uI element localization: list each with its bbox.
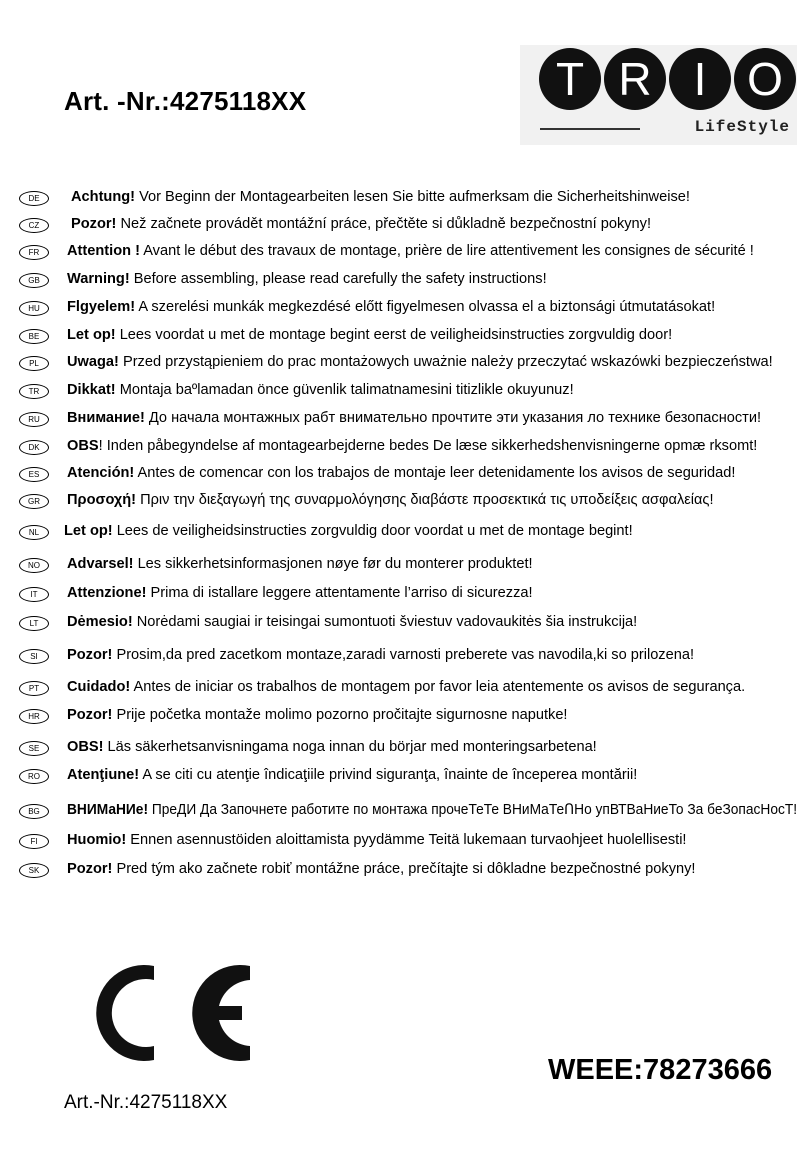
article-number-footer: Art.-Nr.:4275118XX <box>64 1092 228 1113</box>
warning-message: Montaja baºlamadan önce güvenlik talimatnamesini titizlikle okuyunuz! <box>115 382 574 398</box>
warning-text <box>67 677 745 697</box>
warning-text <box>67 241 754 261</box>
warning-message: Before assembling, please read carefully the safety instructions! <box>129 271 547 287</box>
warning-text <box>67 436 757 456</box>
warning-text <box>67 325 672 345</box>
warning-label: Atenţiune! <box>67 767 140 783</box>
warning-label: ВНИМаНИе! <box>67 802 149 818</box>
language-code-badge: RU <box>19 412 49 427</box>
warning-text <box>67 765 637 785</box>
article-number-title: Art. -Nr.:4275118XX <box>64 86 307 116</box>
language-code-badge: ES <box>19 467 49 482</box>
warning-row-lt <box>0 612 808 636</box>
warning-label: Achtung! <box>71 189 136 205</box>
warning-row-gr <box>0 490 808 514</box>
warning-text <box>67 490 714 510</box>
warning-row-gb <box>0 269 808 293</box>
logo-letter-i: I <box>693 53 707 105</box>
warning-text <box>67 859 695 879</box>
warning-message: Lees voordat u met de montage begint eerst de veiligheidsinstructies zorgvuldig door! <box>115 327 673 343</box>
warning-text <box>67 297 715 317</box>
logo-letter-r: R <box>618 53 652 105</box>
language-code-badge: FR <box>19 245 49 260</box>
warning-row-it <box>0 583 808 607</box>
warning-text <box>67 800 797 820</box>
warning-message: Norėdami saugiai ir teisingai sumontuoti šviestuv vadovaukitės šia instrukcija! <box>132 614 638 630</box>
warning-message: ПреДИ Да Започнете работите по монтажа прочеТеТе ВНиМаТеՈНо упВТВаНиеТо За беЗопасНосТ! <box>148 802 798 818</box>
language-code-badge: GB <box>19 273 49 288</box>
language-code-badge: HU <box>19 301 49 316</box>
warning-label: Pozor! <box>67 707 113 723</box>
ce-mark <box>82 958 262 1073</box>
warning-text <box>67 583 533 603</box>
language-code-badge: NO <box>19 558 49 573</box>
warning-row-ro <box>0 765 808 789</box>
trio-logo-graphic <box>520 45 797 145</box>
logo-letter-t: T <box>555 53 585 105</box>
warning-text <box>67 269 547 289</box>
ce-mark-icon <box>82 958 262 1068</box>
trio-lifestyle-logo <box>520 45 797 145</box>
warning-message: Lees de veiligheidsinstructies zorgvuldig door voordat u met de montage begint! <box>112 523 633 539</box>
warning-label: Pozor! <box>71 216 117 232</box>
language-code-badge: HR <box>19 709 49 724</box>
warning-message: Les sikkerhetsinformasjonen nøye før du monterer produktet! <box>133 556 533 572</box>
warning-text <box>67 352 773 372</box>
warning-label: Pozor! <box>67 861 113 877</box>
warning-message: Prima di istallare leggere attentamente l’arriso di sicurezza! <box>146 585 533 601</box>
warning-row-fr <box>0 241 808 265</box>
warning-row-es <box>0 463 808 487</box>
language-code-badge: CZ <box>19 218 49 233</box>
warning-text <box>64 521 633 541</box>
language-code-badge: BE <box>19 329 49 344</box>
warning-message: Antes de comencar con los trabajos de montaje leer detenidamente los avisos de seguridad! <box>134 465 736 481</box>
warning-row-tr <box>0 380 808 404</box>
warning-label: Dikkat! <box>67 382 116 398</box>
warning-row-dk <box>0 436 808 460</box>
warning-row-de <box>0 187 808 211</box>
language-code-badge: DE <box>19 191 49 206</box>
warning-message: Prije početka montaže molimo pozorno pročitajte sigurnosne naputke! <box>112 707 568 723</box>
warning-text <box>71 214 651 234</box>
language-code-badge: IT <box>19 587 49 602</box>
warning-message: A se citi cu atenţie îndicaţiile privind siguranţa, înainte de începerea montării! <box>139 767 638 783</box>
warning-label: Let op! <box>67 327 116 343</box>
language-code-badge: GR <box>19 494 49 509</box>
logo-tagline: LifeStyle <box>694 118 790 136</box>
language-code-badge: SE <box>19 741 49 756</box>
warning-row-ru <box>0 408 808 432</box>
warning-text <box>67 380 574 400</box>
warning-row-no <box>0 554 808 578</box>
warning-row-se <box>0 737 808 761</box>
warning-row-pl <box>0 352 808 376</box>
warning-label: Flgyelem! <box>67 299 136 315</box>
warning-label: Warning! <box>67 271 130 287</box>
warning-label: Προσοχή! <box>67 492 137 508</box>
warning-row-hr <box>0 705 808 729</box>
warning-label: Внимание! <box>67 410 145 426</box>
warning-label: Attention ! <box>67 243 140 259</box>
warning-message: Avant le début des travaux de montage, prière de lire attentivement les consignes de sécurité ! <box>139 243 754 259</box>
warning-label: OBS <box>67 438 99 454</box>
warning-row-cz <box>0 214 808 238</box>
warning-row-hu <box>0 297 808 321</box>
warning-message: A szerelési munkák megkezdésé előtt figyelmesen olvassa el a biztonsági útmutatásokat! <box>135 299 716 315</box>
language-code-badge: DK <box>19 440 49 455</box>
warning-label: OBS! <box>67 739 104 755</box>
warning-row-bg <box>0 800 808 824</box>
warning-message: Πριν την διεξαγωγή της συναρμολόγησης διαβάστε προσεκτικά τις υποδείξεις ασφαλείας! <box>136 492 714 508</box>
warning-text <box>67 830 687 850</box>
language-code-badge: SI <box>19 649 49 664</box>
warning-label: Pozor! <box>67 647 113 663</box>
language-code-badge: RO <box>19 769 49 784</box>
warning-label: Atención! <box>67 465 135 481</box>
warning-label: Huomio! <box>67 832 127 848</box>
warning-label: Uwaga! <box>67 354 119 370</box>
language-code-badge: LT <box>19 616 49 631</box>
warning-message: Než začnete provádět montážní práce, přečtěte si důkladně bezpečnostní pokyny! <box>116 216 652 232</box>
warning-message: Läs säkerhetsanvisningama noga innan du börjar med monteringsarbetena! <box>103 739 597 755</box>
warning-label: Advarsel! <box>67 556 134 572</box>
language-code-badge: BG <box>19 804 49 819</box>
warning-message: Pred tým ako začnete robiť montážne práce, prečítajte si dôkladne bezpečnostné pokyny! <box>112 861 696 877</box>
warning-text <box>67 612 637 632</box>
warning-message: Prosim,da pred zacetkom montaze,zaradi varnosti preberete vas navodila,ki so prilozena! <box>112 647 695 663</box>
warning-row-sk <box>0 859 808 883</box>
warning-row-pt <box>0 677 808 701</box>
language-code-badge: NL <box>19 525 49 540</box>
warning-message: Przed przystąpieniem do prac montażowych uważnie należy przeczytać wskazówki bezpieczeństwa! <box>118 354 773 370</box>
warning-message: ! Inden påbegyndelse af montagearbejderne bedes De læse sikkerhedshenvisningerne opmæ rksomt! <box>98 438 758 454</box>
logo-letter-o: O <box>747 53 783 105</box>
language-code-badge: TR <box>19 384 49 399</box>
weee-number: WEEE:78273666 <box>548 1054 773 1086</box>
warning-message: До начала монтажных рабт внимательно прочтите эти указания ло технике безопасности! <box>144 410 762 426</box>
warning-text <box>67 645 694 665</box>
warning-message: Antes de iniciar os trabalhos de montagem por favor leia atentemente os avisos de segurança. <box>130 679 746 695</box>
warning-message: Vor Beginn der Montagearbeiten lesen Sie bitte aufmerksam die Sicherheitshinweise! <box>135 189 690 205</box>
warning-message: Ennen asennustöiden aloittamista pyydämme Teitä lukemaan turvaohjeet huolellisesti! <box>126 832 687 848</box>
language-code-badge: PT <box>19 681 49 696</box>
warning-row-nl <box>0 521 808 545</box>
language-code-badge: PL <box>19 356 49 371</box>
warning-row-be <box>0 325 808 349</box>
warning-label: Let op! <box>64 523 113 539</box>
warning-text <box>67 463 735 483</box>
warning-text <box>67 554 533 574</box>
warning-row-si <box>0 645 808 669</box>
warning-text <box>67 408 761 428</box>
warning-label: Cuidado! <box>67 679 131 695</box>
language-code-badge: SK <box>19 863 49 878</box>
warning-text <box>71 187 690 207</box>
warning-label: Attenzione! <box>67 585 147 601</box>
warning-text <box>67 737 597 757</box>
warning-text <box>67 705 568 725</box>
language-code-badge: FI <box>19 834 49 849</box>
warning-row-fi <box>0 830 808 854</box>
warning-label: Dėmesio! <box>67 614 133 630</box>
